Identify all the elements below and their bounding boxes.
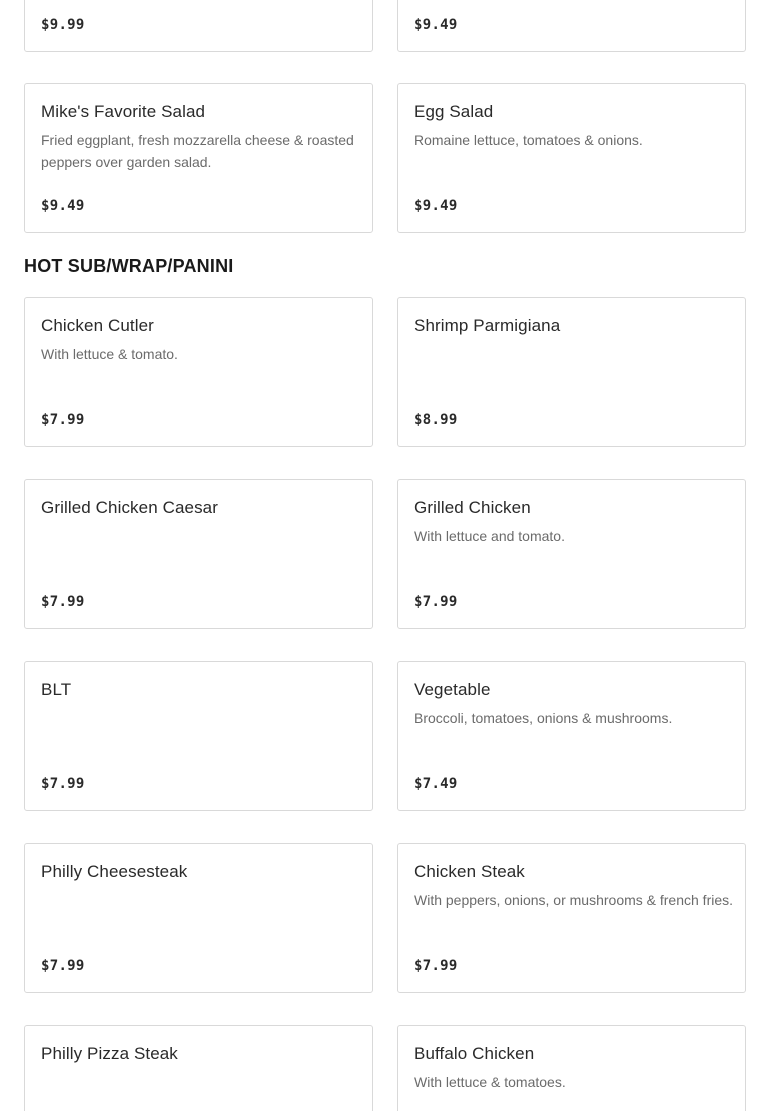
item-name: Chicken Cutler [41, 316, 154, 335]
menu-item-card[interactable] [24, 843, 373, 993]
item-name: Chicken Steak [414, 862, 525, 881]
item-price: $8.99 [414, 412, 458, 428]
menu-item-card[interactable] [24, 661, 373, 811]
menu-item-card[interactable] [397, 479, 746, 629]
item-price: $7.49 [414, 776, 458, 792]
item-description: With lettuce and tomato. [414, 528, 565, 544]
menu-item-card[interactable] [397, 661, 746, 811]
item-price: $7.99 [41, 958, 85, 974]
item-description: With lettuce & tomatoes. [414, 1074, 566, 1090]
item-name: Grilled Chicken [414, 498, 531, 517]
item-name: BLT [41, 680, 72, 699]
item-price: $9.49 [41, 198, 85, 214]
menu-item-card[interactable] [397, 297, 746, 447]
item-price: $9.49 [414, 198, 458, 214]
item-price: $9.99 [41, 17, 85, 33]
item-name: Mike's Favorite Salad [41, 102, 206, 121]
item-description: With lettuce & tomato. [41, 346, 178, 362]
item-price: $7.99 [41, 412, 85, 428]
item-name: Grilled Chicken Caesar [41, 498, 218, 517]
item-price: $7.99 [41, 776, 85, 792]
item-name: Egg Salad [414, 102, 494, 121]
menu-item-card[interactable] [24, 83, 373, 233]
item-price: $7.99 [414, 594, 458, 610]
menu-item-card[interactable] [24, 0, 373, 52]
menu-item-card[interactable] [24, 479, 373, 629]
item-description: Fried eggplant, fresh mozzarella cheese & roasted peppers over garden salad. [41, 132, 354, 170]
item-description: Broccoli, tomatoes, onions & mushrooms. [414, 710, 673, 726]
item-price: $7.99 [414, 958, 458, 974]
item-name: Philly Cheesesteak [41, 862, 188, 881]
menu-item-card[interactable] [397, 843, 746, 993]
item-name: Shrimp Parmigiana [414, 316, 561, 335]
section-heading: HOT SUB/WRAP/PANINI [24, 256, 234, 276]
menu-item-card[interactable] [397, 83, 746, 233]
menu-item-card[interactable] [24, 297, 373, 447]
menu-item-card[interactable] [397, 1025, 746, 1111]
item-description: Romaine lettuce, tomatoes & onions. [414, 132, 643, 148]
menu-item-card[interactable] [397, 0, 746, 52]
item-description: With peppers, onions, or mushrooms & french fries. [414, 892, 734, 908]
item-price: $9.49 [414, 17, 458, 33]
item-name: Philly Pizza Steak [41, 1044, 178, 1063]
item-name: Buffalo Chicken [414, 1044, 535, 1063]
item-price: $7.99 [41, 594, 85, 610]
item-name: Vegetable [414, 680, 491, 699]
menu-item-card[interactable] [24, 1025, 373, 1111]
